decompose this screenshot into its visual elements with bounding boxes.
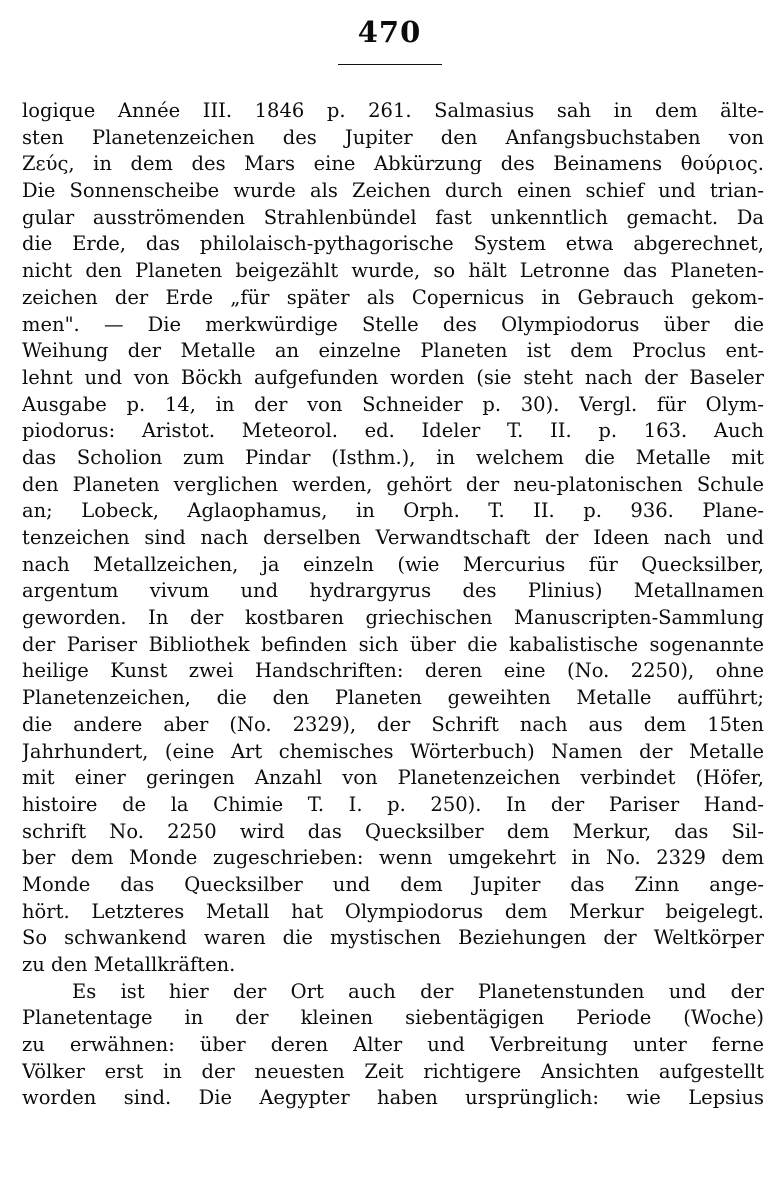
text-line: piodorus: Aristot. Meteorol. ed. Ideler T. II. p. 163. Auch [22, 419, 764, 443]
text-line: hört. Letzteres Metall hat Olympiodorus dem Merkur beigelegt. [22, 899, 764, 923]
text-line: men". — Die merkwürdige Stelle des Olympiodorus über die [22, 312, 764, 336]
text-line: Die Sonnenscheibe wurde als Zeichen durch einen schief und trian- [22, 179, 764, 203]
text-line: Jahrhundert, (eine Art chemisches Wörterbuch) Namen der Metalle [22, 739, 764, 763]
text-line: tenzeichen sind nach derselben Verwandtschaft der Ideen nach und [22, 526, 764, 549]
text-line: zu erwähnen: über deren Alter und Verbreitung unter ferne [22, 1033, 764, 1057]
text-line: nicht den Planeten beigezählt wurde, so hält Letronne das Planeten- [22, 259, 764, 283]
paragraph-start-line: Es ist hier der Ort auch der Planetenstunden und der [72, 979, 764, 1003]
text-line: Ζεύς, in dem des Mars eine Abkürzung des Beinamens θούριος. [22, 152, 764, 176]
text-line: schrift No. 2250 wird das Quecksilber dem Merkur, das Sil- [22, 819, 764, 843]
header-rule [338, 64, 442, 65]
text-line: Planetentage in der kleinen siebentägigen Periode (Woche) [22, 1006, 764, 1030]
text-line: ber dem Monde zugeschrieben: wenn umgekehrt in No. 2329 dem [22, 846, 764, 870]
text-line: lehnt und von Böckh aufgefunden worden (sie steht nach der Baseler [22, 365, 764, 389]
text-line: die Erde, das philolaisch-pythagorische System etwa abgerechnet, [22, 232, 764, 256]
text-line: zeichen der Erde „für später als Copernicus in Gebrauch gekom- [22, 285, 764, 309]
text-line: worden sind. Die Aegypter haben ursprünglich: wie Lepsius [22, 1086, 764, 1110]
text-line: gular ausströmenden Strahlenbündel fast unkenntlich gemacht. Da [22, 205, 764, 229]
text-line: der Pariser Bibliothek befinden sich über die kabalistische sogenannte [22, 632, 764, 656]
text-line: nach Metallzeichen, ja einzeln (wie Mercurius für Quecksilber, [22, 552, 764, 576]
text-line: geworden. In der kostbaren griechischen Manuscripten-Sammlung [22, 606, 764, 630]
paragraph-end-line: zu den Metallkräften. [22, 953, 236, 976]
text-line: heilige Kunst zwei Handschriften: deren eine (No. 2250), ohne [22, 659, 764, 683]
text-line: So schwankend waren die mystischen Beziehungen der Weltkörper [22, 926, 764, 950]
text-line: argentum vivum und hydrargyrus des Plinius) Metallnamen [22, 579, 764, 603]
text-line: Völker erst in der neuesten Zeit richtigere Ansichten aufgestellt [22, 1059, 764, 1083]
page-number: 470 [357, 15, 422, 49]
text-line: sten Planetenzeichen des Jupiter den Anfangsbuchstaben von [22, 125, 764, 149]
text-line: logique Année III. 1846 p. 261. Salmasius sah in dem älte- [22, 99, 764, 122]
text-line: die andere aber (No. 2329), der Schrift nach aus dem 15ten [22, 712, 764, 736]
text-line: an; Lobeck, Aglaophamus, in Orph. T. II. p. 936. Plane- [22, 499, 764, 523]
text-line: Ausgabe p. 14, in der von Schneider p. 30). Vergl. für Olym- [22, 392, 764, 416]
body-text [22, 98, 764, 1112]
text-line: den Planeten verglichen werden, gehört der neu-platonischen Schule [22, 472, 764, 496]
text-line: Monde das Quecksilber und dem Jupiter das Zinn ange- [22, 872, 764, 896]
text-line: histoire de la Chimie T. I. p. 250). In der Pariser Hand- [22, 792, 764, 816]
text-line: das Scholion zum Pindar (Isthm.), in welchem die Metalle mit [22, 445, 764, 469]
text-line: mit einer geringen Anzahl von Planetenzeichen verbindet (Höfer, [22, 766, 764, 790]
text-line: Weihung der Metalle an einzelne Planeten ist dem Proclus ent- [22, 339, 764, 363]
text-line: Planetenzeichen, die den Planeten geweihten Metalle aufführt; [22, 686, 764, 710]
